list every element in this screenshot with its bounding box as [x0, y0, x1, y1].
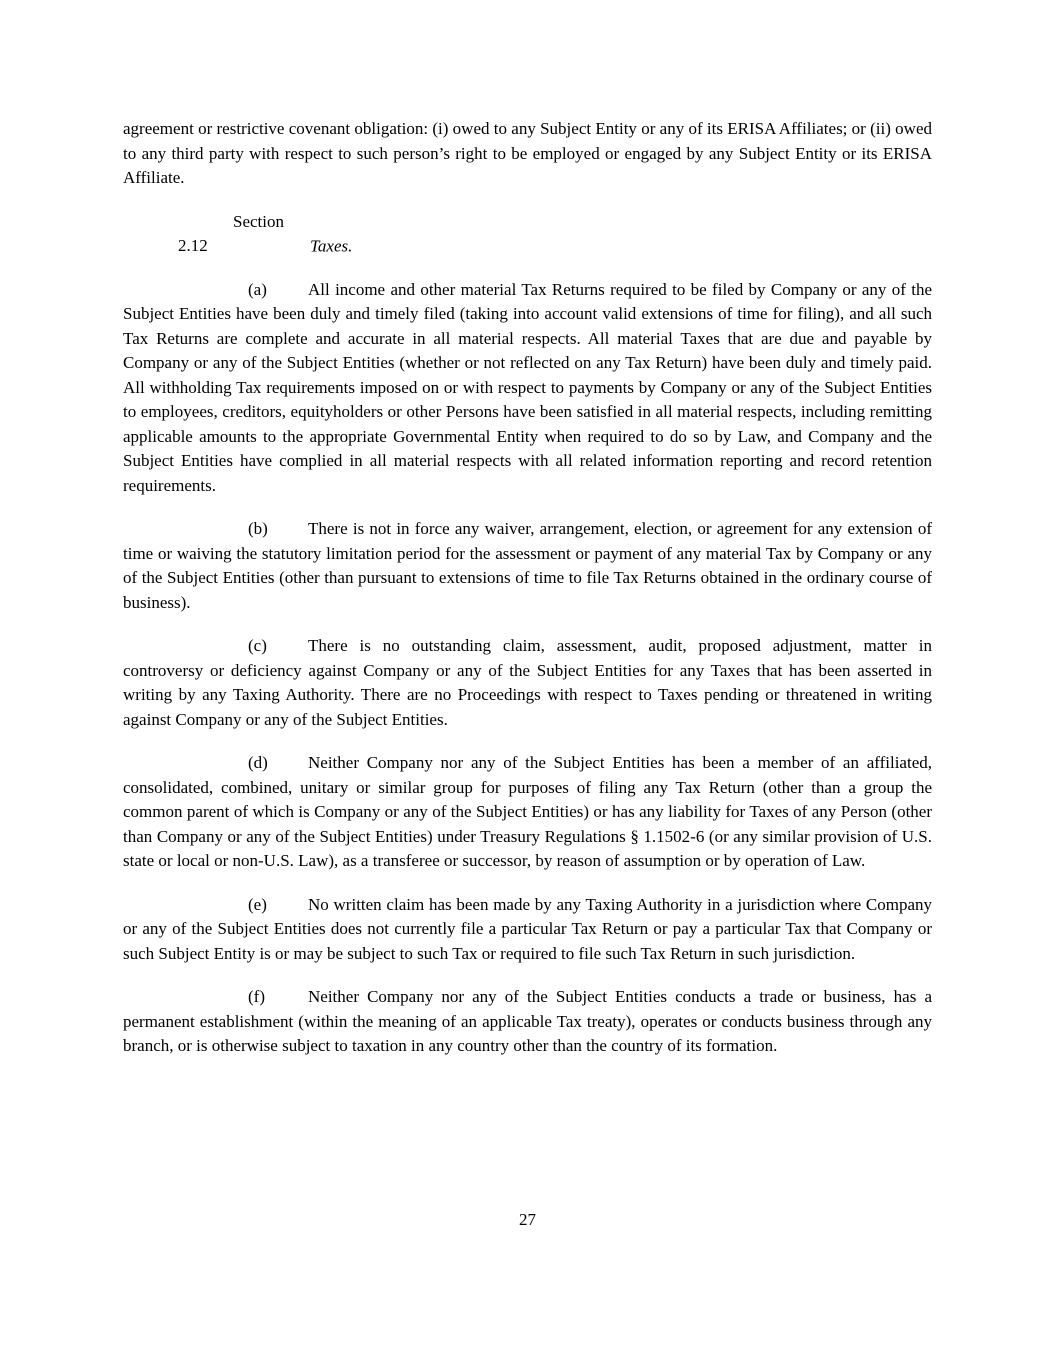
paragraph-b-label: (b)	[248, 519, 268, 538]
paragraph-a-label: (a)	[248, 279, 267, 299]
paragraph-d-label: (d)	[248, 753, 268, 772]
section-heading	[123, 210, 932, 259]
paragraph-f-text: Neither Company nor any of the Subject Entities conducts a trade or business, has a permanent establishment (within the meaning of an applicable Tax treaty), operates or conducts business through any branch, or is otherwise subject to taxation in any country other than the country of its formation.	[123, 987, 932, 1055]
paragraph-c-label: (c)	[248, 636, 267, 655]
paragraph-a-text: All income and other material Tax Returns required to be filed by Company or any of the Subject Entities have been duly and timely filed (taking into account valid extensions of time for filing), and all such Tax Returns are complete and accurate in all material respects. All material Taxes that are due and payable by Company or any of the Subject Entities (whether or not reflected on any Tax Return) have been duly and timely paid. All withholding Tax requirements imposed on or with respect to payments by Company or any of the Subject Entities to employees, creditors, equityholders or other Persons have been satisfied in all material respects, including remitting applicable amounts to the appropriate Governmental Entity when required to do so by Law, and Company and the Subject Entities have complied in all material respects with all related information reporting and record retention requirements.	[123, 279, 932, 495]
paragraph-d	[123, 751, 932, 874]
paragraph-a	[123, 278, 932, 499]
paragraph-b-text: There is not in force any waiver, arrangement, election, or agreement for any extension of time or waiving the statutory limitation period for the assessment or payment of any material Tax by Company or any of the Subject Entities (other than pursuant to extensions of time to file Tax Returns obtained in the ordinary course of business).	[123, 519, 932, 612]
paragraph-b	[123, 517, 932, 615]
intro-paragraph: agreement or restrictive covenant obligation: (i) owed to any Subject Entity or any of its ERISA Affiliates; or (ii) owed to any third party with respect to such person’s right to be employed or engaged by any Subject Entity or its ERISA Affiliate.	[123, 119, 932, 187]
paragraph-f	[123, 985, 932, 1059]
paragraph-c-text: There is no outstanding claim, assessment, audit, proposed adjustment, matter in controversy or deficiency against Company or any of the Subject Entities for any Taxes that has been asserted in writing by any Taxing Authority. There are no Proceedings with respect to Taxes pending or threatened in writing against Company or any of the Subject Entities.	[123, 636, 932, 729]
page-number: 27	[519, 1210, 536, 1229]
section-number: Section 2.12	[178, 211, 284, 255]
section-title: Taxes.	[310, 236, 353, 255]
paragraph-e-text: No written claim has been made by any Taxing Authority in a jurisdiction where Company or any of the Subject Entities does not currently file a particular Tax Return or pay a particular Tax that Company or such Subject Entity is or may be subject to such Tax or required to file such Tax Return in such jurisdiction.	[123, 894, 932, 963]
paragraph-f-label: (f)	[248, 987, 265, 1006]
paragraph-d-text: Neither Company nor any of the Subject Entities has been a member of an affiliated, consolidated, combined, unitary or similar group for purposes of filing any Tax Return (other than a group the common parent of which is Company or any of the Subject Entities) or has any liability for Taxes of any Person (other than Company or any of the Subject Entities) under Treasury Regulations § 1.1502-6 (or any similar provision of U.S. state or local or non-U.S. Law), as a transferee or successor, by reason of assumption or by operation of Law.	[123, 753, 932, 870]
paragraph-c	[123, 634, 932, 732]
paragraph-e-label: (e)	[248, 894, 267, 914]
paragraph-e	[123, 893, 932, 967]
